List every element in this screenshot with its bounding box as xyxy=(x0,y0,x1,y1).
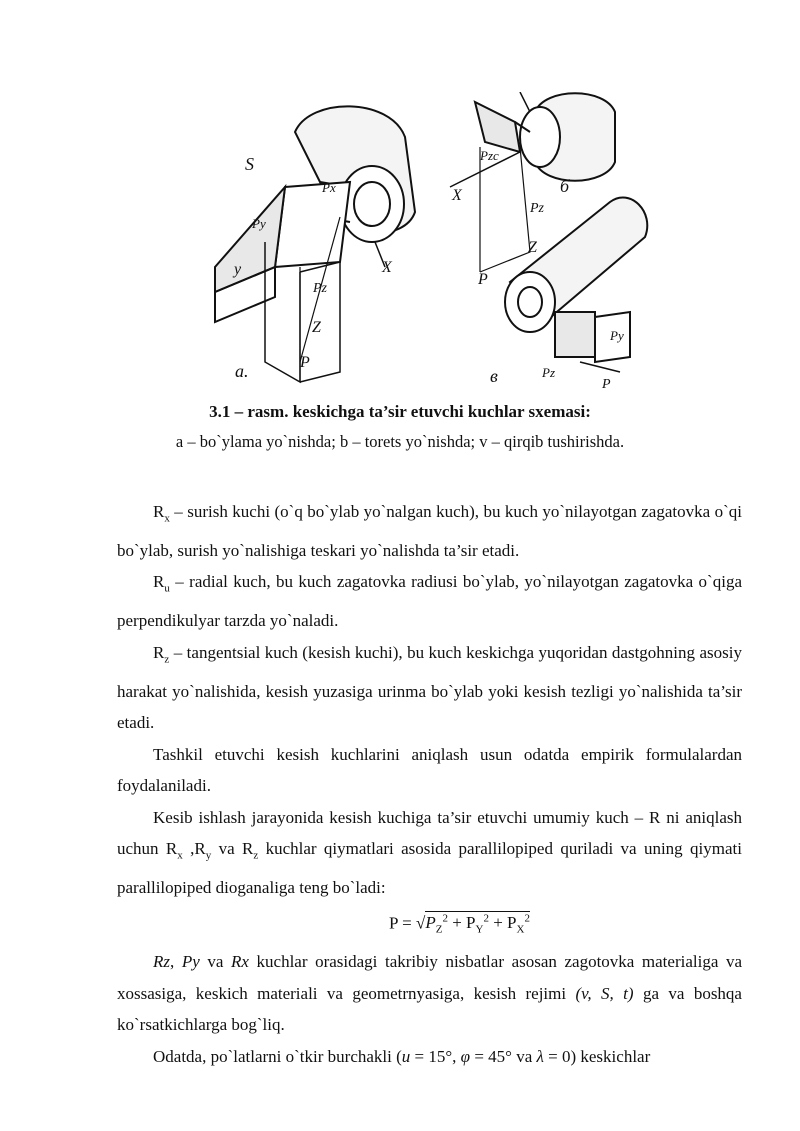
label-a-px: Px xyxy=(322,180,336,195)
paragraph-ru: $R_u$ – radial kuch, bu kuch zagatovka radiusi bo`ylab, yo`nilayotgan zagatovka o`qiga perpendikulyar tarzda yo`naladi. xyxy=(117,572,742,631)
body-text xyxy=(117,496,742,1072)
label-b-p: P xyxy=(478,271,488,288)
label-a-p: P xyxy=(300,354,310,371)
label-a-z: Z xyxy=(312,319,321,336)
label-a-pz: Pz xyxy=(313,281,327,296)
diagram-v xyxy=(490,197,647,392)
label-a-sub: a. xyxy=(235,361,249,381)
label-a-py: Py xyxy=(252,216,266,231)
label-b-pz: Pz xyxy=(530,201,544,216)
paragraph-empirical: Tashkil etuvchi kesish kuchlarini aniqlash usun odatda empirik formulalardan foydalaniladi. xyxy=(117,744,742,796)
label-v-sub: в xyxy=(490,366,498,386)
label-b-z: Z xyxy=(528,239,537,256)
label-a-s: S xyxy=(245,154,254,174)
formula-total-force: $P = √P_Z^2 + P_Y^2 + P_X^2$ xyxy=(389,912,530,936)
figure-caption-title: 3.1 – rasm. keskichga ta’sir etuvchi kuchlar sxemasi: xyxy=(209,402,591,421)
label-a-x: X xyxy=(382,259,392,276)
label-v-p: P xyxy=(602,377,611,392)
label-b-pzc: Pzc xyxy=(480,148,499,163)
paragraph-angles: Odatda, po`latlarni o`tkir burchakli (u = 15°, φ = 45° va λ = 0) keskichlar xyxy=(153,1046,651,1066)
cutting-forces-figure xyxy=(200,92,660,392)
paragraph-rx: $R_x$ – surish kuchi (o`q bo`ylab yo`nalgan kuch), bu kuch yo`nilayotgan zagatovka o`qi bo`ylab, surish yo`nalishiga teskari yo`nalishda ta’sir etadi. xyxy=(117,502,742,560)
paragraph-rz: $R_z$ – tangentsial kuch (kesish kuchi), bu kuch keskichga yuqoridan dastgohning asosiy harakat yo`nalishida, kesish yuzasiga urinma bo`ylab yoki kesish tezligi yo`nalishida ta’sir etadi. xyxy=(117,642,742,733)
label-v-pz: Pz xyxy=(542,365,555,380)
diagram-a xyxy=(215,106,415,382)
label-b-sub: б xyxy=(560,176,570,196)
figure-caption-subtitle: a – bo`ylama yo`nishda; b – torets yo`nishda; v – qirqib tushirishda. xyxy=(175,432,625,451)
paragraph-ratios: Rz, Py va Rx kuchlar orasidagi takribiy nisbatlar asosan zagotovka materialiga va xossasiga, keskich materiali va geometrnyasiga, kesish rejimi (v, S, t) ga va boshqa ko`rsatkichlarga bog`liq. xyxy=(117,952,743,1035)
label-a-y: y xyxy=(234,261,242,278)
label-v-py: Py xyxy=(610,328,624,343)
paragraph-total-force: Kesib ishlash jarayonida kesish kuchiga ta’sir etuvchi umumiy kuch – R ni aniqlash uchun $R_x$ $,R_y$ va $R_z$ kuchlar qiymatlari asosida parallilopiped quriladi va uning qiymati parallilopiped dioganaliga teng bo`ladi: xyxy=(117,807,742,898)
label-b-x: X xyxy=(452,187,462,204)
